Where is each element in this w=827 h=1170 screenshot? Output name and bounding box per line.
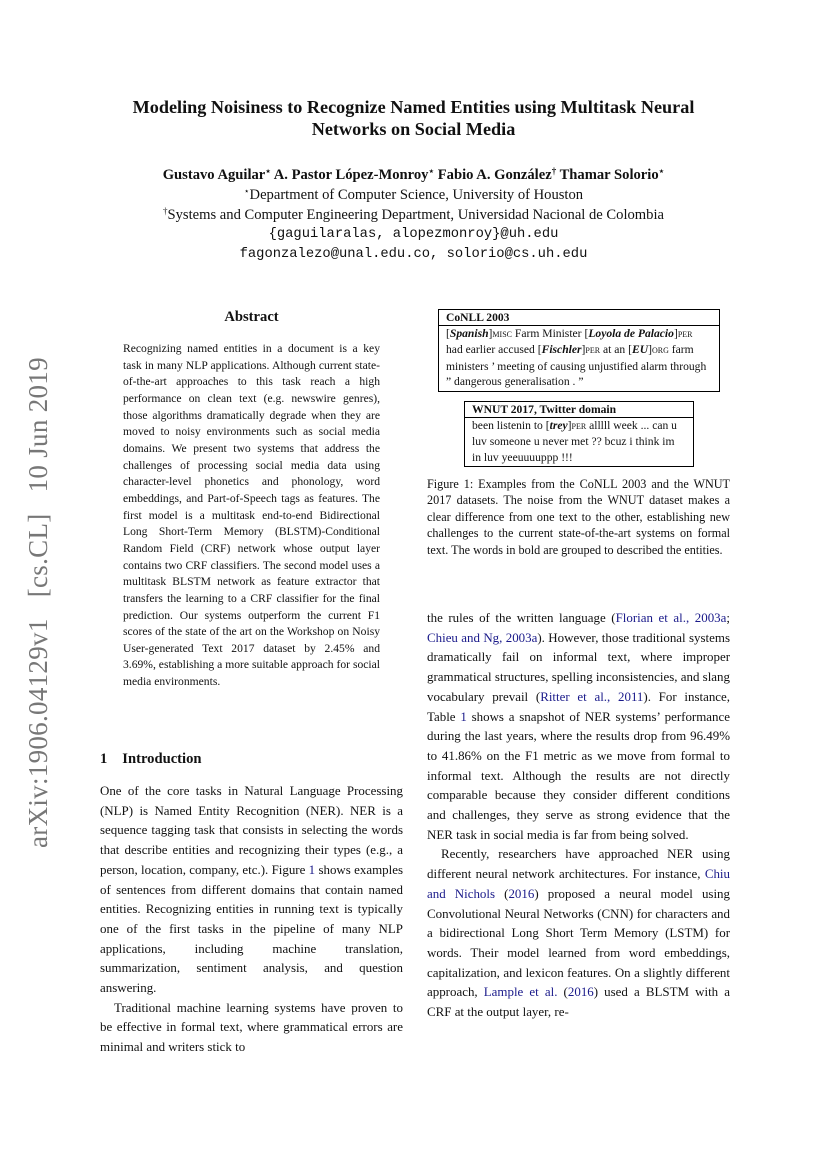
arxiv-category: [cs.CL] [23, 513, 53, 598]
conll-example-box [438, 309, 720, 392]
title-line-2: Networks on Social Media [311, 119, 516, 139]
body-text: Recently, researchers have approached NER using different neural network architectures. For instance, [427, 846, 730, 882]
entity-mention: Spanish [449, 327, 489, 340]
citation-link[interactable]: Florian et al., 2003a [615, 610, 727, 625]
citation-link[interactable]: 1 [460, 708, 467, 724]
affiliation: †Systems and Computer Engineering Department, Universidad Nacional de Colombia [163, 206, 664, 223]
body-text: ). For instance, Table [427, 688, 731, 724]
citation-link[interactable]: Lample et al. [483, 984, 558, 1000]
citation-link[interactable]: 2016 [508, 885, 535, 901]
conll-box-body [439, 326, 719, 391]
entity-mention: Fischler [541, 343, 582, 357]
figure-1-caption: Figure 1: Examples from the CoNLL 2003 and the WNUT 2017 datasets. The noise from the WNUT dataset makes a clear difference from one text to the other, establishing new challenges to the current state-of-the-art systems on formal text. The words in bold are grouped to described the entities. [427, 477, 730, 557]
intro-paragraph [100, 998, 403, 1057]
intro-left-column [100, 781, 403, 1057]
entity-mention: EU [631, 343, 649, 357]
title-line-1: Modeling Noisiness to Recognize Named Entities using Multitask Neural [132, 97, 695, 117]
body-text: shows examples of sentences from different domains that contain named entities. Recognizing entities in running text is typically one of the first tasks in the pipeline of many NLP applications, including machine translation, summarization, sentiment analysis, and question answering. [100, 861, 403, 996]
entity-mention: Loyola de Palacio [588, 327, 674, 340]
citation-link[interactable]: 1 [308, 861, 316, 877]
wnut-box-header: WNUT 2017, Twitter domain [465, 402, 693, 418]
paper-title [80, 96, 747, 140]
body-text: Traditional machine learning systems have proven to be effective in formal text, where grammatical errors are minimal and writers stick to [100, 999, 403, 1055]
body-text: ) proposed a neural model using Convolutional Neural Networks (CNN) for characters and a bidirectional Long Short Term Memory (LSTM) for words. Their model learned from word embeddings, capitalization, and lexicon features. On a slightly different approach, [427, 885, 730, 1000]
author: A. Pastor López-Monroy⋆ [273, 166, 435, 183]
arxiv-id: arXiv:1906.04129v1 [23, 618, 53, 848]
wnut-example-box [464, 401, 694, 467]
intro-paragraph [100, 781, 403, 998]
intro-right-column [427, 608, 730, 1022]
section-number: 1 [100, 751, 108, 767]
author: Thamar Solorio⋆ [559, 166, 665, 183]
abstract-heading: Abstract [224, 309, 279, 325]
example-text: at an [ [600, 343, 632, 357]
citation-link[interactable]: 2016 [567, 984, 594, 1000]
body-text: ). However, those traditional systems dramatically fail on informal text, where improper grammatical structures, spelling inconsistencies, and slang vocabulary prevail ( [427, 629, 730, 704]
citation-link[interactable]: Chiu and Nichols [427, 866, 730, 901]
example-text: Farm Minister [ [511, 327, 589, 340]
arxiv-stamp [23, 343, 54, 848]
author: Fabio A. González† [437, 166, 557, 183]
example-text: farm ministers ’ meeting of causing unjustified alarm through ” dangerous generalisation . ” [446, 343, 707, 389]
body-text: ( [557, 984, 568, 1000]
email-line: fagonzalezo@unal.edu.co, solorio@cs.uh.edu [239, 247, 588, 262]
body-text: ) used a BLSTM with a CRF at the output layer, re- [427, 984, 730, 1020]
example-text: ] [648, 343, 652, 357]
citation-link[interactable]: Chieu and Ng, 2003a [427, 629, 538, 645]
body-text: ( [495, 885, 509, 901]
entity-mention: trey [549, 419, 568, 432]
entity-type-tag: MISC [492, 330, 512, 339]
conll-box-header: CoNLL 2003 [439, 310, 719, 326]
entity-type-tag: PER [585, 346, 601, 356]
intro-paragraph [427, 608, 730, 844]
example-text: alllll week ... can u luv someone u never met ?? bcuz i think im in luv yeeuuuuppp !!! [472, 419, 677, 464]
body-text: shows a snapshot of NER systems’ performance during the last years, where the results drop from 96.49% to 41.86% on the F1 metric as we move from formal to informal text. Although the results are not directly comparable because they consider different conditions and challenges, they serve as strong evidence that the NER task in social media is far from being solved. [427, 708, 731, 842]
section-title: Introduction [122, 751, 202, 767]
example-text: ] [567, 419, 572, 432]
example-text: been listenin to [ [472, 419, 550, 432]
author: Gustavo Aguilar⋆ [162, 166, 271, 183]
author-list [80, 165, 747, 185]
affiliation: ⋆Department of Computer Science, University of Houston [243, 186, 584, 203]
example-text: ] [673, 327, 678, 340]
example-text: ] [488, 327, 493, 340]
section-heading-introduction [100, 751, 202, 768]
entity-type-tag: PER [571, 422, 587, 431]
example-text: had earlier accused [ [446, 343, 542, 357]
entity-type-tag: ORG [651, 346, 669, 356]
citation-link[interactable]: Ritter et al., 2011 [540, 688, 644, 704]
body-text: the rules of the written language ( [427, 610, 616, 625]
example-text: [ [446, 327, 450, 340]
intro-paragraph [427, 844, 730, 1021]
arxiv-date: 10 Jun 2019 [23, 357, 53, 493]
wnut-box-body [465, 418, 693, 466]
email-line: {gaguilaralas, alopezmonroy}@uh.edu [268, 227, 559, 242]
entity-type-tag: PER [677, 330, 693, 339]
abstract-text: Recognizing named entities in a document is a key task in many NLP applications. Although current state-of-the-art approaches to this task reach a high performance on clean text (e.g. newswire genres), those algorithms dramatically degrade when they are moved to noisy environments such as social media domains. We present two systems that address the challenges of processing social media data using character-level phonetics and phonology, word embeddings, and Part-of-Speech tags as features. The first model is a multitask end-to-end Bidirectional Long Short-Term Memory (BLSTM)-Conditional Random Field (CRF) network whose output layer contains two CRF classifiers. The second model uses a multitask BLSTM network as feature extractor that transfers the learning to a CRF classifier for the final prediction. Our systems outperform the current F1 scores of the state of the art on the Workshop on Noisy User-generated Text 2017 dataset by 2.45% and 3.69%, establishing a more suitable approach for social media environments. [123, 342, 380, 689]
example-text: ] [581, 343, 586, 357]
body-text: One of the core tasks in Natural Language Processing (NLP) is Named Entity Recognition (NER). NER is a sequence tagging task that consists in selecting the words that describe entities and recognizing their types (e.g., a person, location, company, etc.). Figure [100, 783, 403, 877]
body-text: ; [726, 610, 730, 625]
